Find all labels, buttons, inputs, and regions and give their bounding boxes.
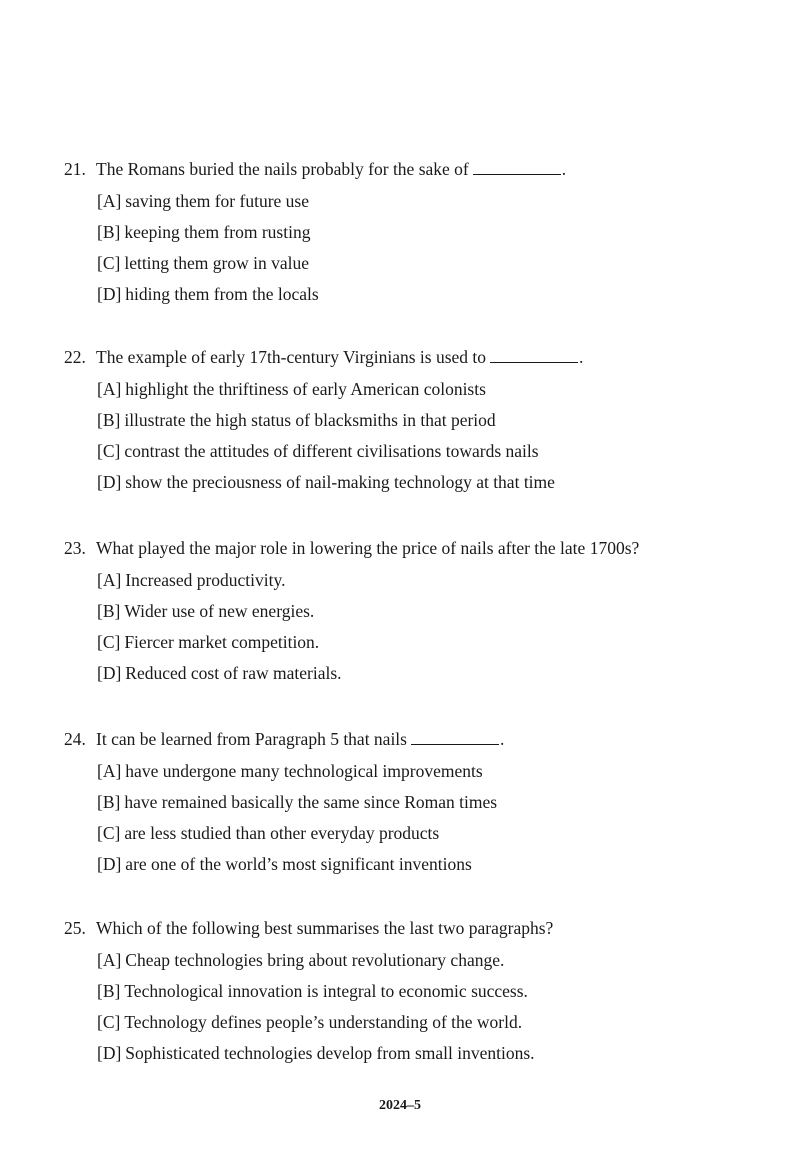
question-number: 25. — [64, 918, 86, 938]
option-list — [64, 758, 764, 882]
option-letter: [B] — [97, 601, 121, 621]
option-text: are less studied than other everyday products — [124, 823, 440, 843]
option-b — [97, 598, 764, 629]
option-letter: [B] — [97, 222, 121, 242]
option-d — [97, 851, 764, 882]
option-text: saving them for future use — [125, 191, 309, 211]
question-stem — [64, 344, 764, 370]
question-number: 23. — [64, 538, 86, 558]
option-d — [97, 1040, 764, 1071]
option-b — [97, 978, 764, 1009]
option-a — [97, 567, 764, 598]
option-text: Fiercer market competition. — [124, 632, 320, 652]
option-text: Increased productivity. — [125, 570, 286, 590]
option-text: Sophisticated technologies develop from small inventions. — [125, 1043, 535, 1063]
question-text: The example of early 17th-century Virginians is used to — [96, 347, 487, 367]
option-letter: [A] — [97, 950, 122, 970]
question-stem — [64, 726, 764, 752]
option-letter: [B] — [97, 981, 121, 1001]
option-letter: [A] — [97, 191, 122, 211]
option-text: Cheap technologies bring about revolutionary change. — [125, 950, 505, 970]
question-number: 24. — [64, 729, 86, 749]
option-text: hiding them from the locals — [125, 284, 319, 304]
option-a — [97, 376, 764, 407]
question-25 — [64, 915, 764, 1071]
option-letter: [A] — [97, 761, 122, 781]
option-letter: [A] — [97, 379, 122, 399]
question-text: Which of the following best summarises the last two paragraphs? — [96, 918, 554, 938]
option-letter: [B] — [97, 410, 121, 430]
option-letter: [A] — [97, 570, 122, 590]
option-letter: [C] — [97, 1012, 121, 1032]
stem-suffix: . — [579, 347, 584, 367]
option-text: highlight the thriftiness of early American colonists — [125, 379, 486, 399]
option-b — [97, 407, 764, 438]
option-b — [97, 789, 764, 820]
option-letter: [B] — [97, 792, 121, 812]
option-letter: [C] — [97, 253, 121, 273]
option-b — [97, 219, 764, 250]
option-a — [97, 947, 764, 978]
option-d — [97, 660, 764, 691]
question-number: 21. — [64, 159, 86, 179]
option-text: have remained basically the same since Roman times — [124, 792, 498, 812]
option-letter: [D] — [97, 284, 122, 304]
question-24 — [64, 726, 764, 882]
option-letter: [C] — [97, 632, 121, 652]
question-text: What played the major role in lowering the price of nails after the late 1700s? — [96, 538, 640, 558]
option-letter: [C] — [97, 823, 121, 843]
option-list — [64, 376, 764, 500]
option-c — [97, 629, 764, 660]
answer-blank — [411, 726, 499, 745]
question-stem — [64, 915, 764, 941]
question-number: 22. — [64, 347, 86, 367]
option-text: Wider use of new energies. — [124, 601, 315, 621]
option-text: contrast the attitudes of different civilisations towards nails — [124, 441, 539, 461]
option-text: keeping them from rusting — [124, 222, 311, 242]
question-text: It can be learned from Paragraph 5 that nails — [96, 729, 407, 749]
question-23 — [64, 535, 764, 691]
question-stem — [64, 156, 764, 182]
question-21 — [64, 156, 764, 312]
option-c — [97, 438, 764, 469]
stem-suffix: . — [561, 159, 567, 179]
question-stem — [64, 535, 764, 561]
option-list — [64, 947, 764, 1071]
option-text: Reduced cost of raw materials. — [125, 663, 342, 683]
option-c — [97, 820, 764, 851]
option-d — [97, 469, 764, 500]
option-text: show the preciousness of nail-making technology at that time — [125, 472, 555, 492]
option-list — [64, 567, 764, 691]
option-a — [97, 758, 764, 789]
option-letter: [D] — [97, 1043, 122, 1063]
option-c — [97, 250, 764, 281]
page-number: 2024–5 — [379, 1098, 421, 1113]
answer-blank — [490, 344, 578, 363]
stem-suffix: . — [499, 729, 505, 749]
option-letter: [D] — [97, 854, 122, 874]
option-text: have undergone many technological improvements — [125, 761, 483, 781]
option-text: Technological innovation is integral to economic success. — [124, 981, 528, 1001]
option-letter: [D] — [97, 663, 122, 683]
option-a — [97, 188, 764, 219]
option-letter: [D] — [97, 472, 122, 492]
question-22 — [64, 344, 764, 500]
question-text: The Romans buried the nails probably for the sake of — [96, 159, 469, 179]
option-text: Technology defines people’s understanding of the world. — [124, 1012, 523, 1032]
option-letter: [C] — [97, 441, 121, 461]
option-d — [97, 281, 764, 312]
answer-blank — [473, 156, 561, 175]
option-text: letting them grow in value — [124, 253, 310, 273]
option-text: are one of the world’s most significant inventions — [125, 854, 472, 874]
option-text: illustrate the high status of blacksmiths in that period — [124, 410, 496, 430]
option-list — [64, 188, 764, 312]
option-c — [97, 1009, 764, 1040]
